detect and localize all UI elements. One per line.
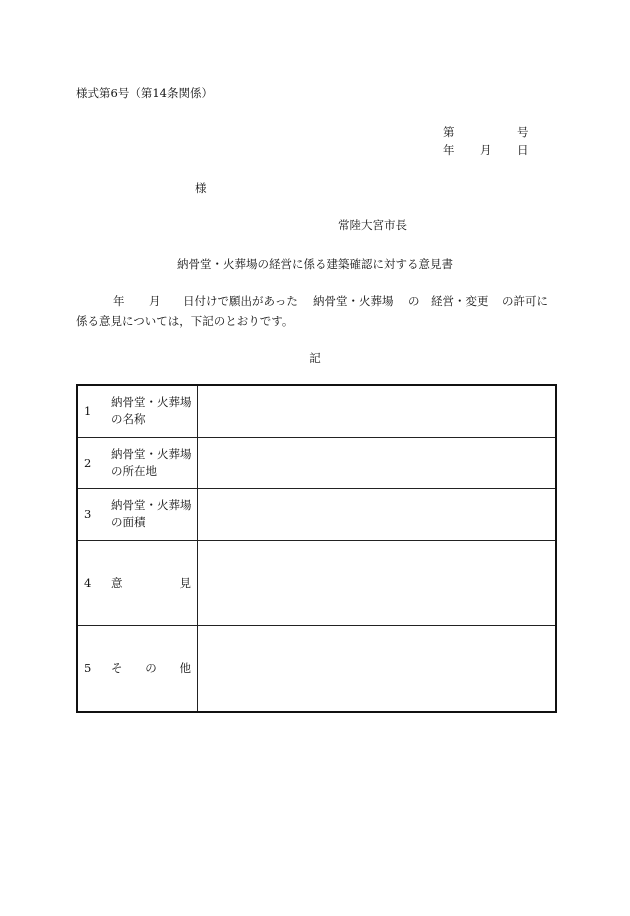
table-row [77,540,556,625]
body-action: 経営・変更 [431,294,489,308]
row-label-line2: の所在地 [111,463,157,478]
row-label-cell [77,488,198,540]
row-label [111,446,192,480]
ki-heading: 記 [309,351,321,365]
body-text-a: 日付けで願出があった [183,294,298,308]
issuer: 常陸大宮市長 [338,218,407,232]
row-label-cell [77,540,198,625]
other-field[interactable] [198,625,557,712]
row-label [111,660,191,676]
row-label-char: 他 [179,661,191,676]
body-year: 年 [113,294,125,308]
row-label [111,394,192,428]
body-no: の [408,294,420,308]
row-label-cell [77,625,198,712]
row-label-char: そ [111,661,123,676]
number-suffix: 号 [517,125,529,139]
table-row [77,488,556,540]
row-number: 2 [84,455,92,470]
row-label-char: の [145,661,157,676]
body-line-2: 係る意見については，下記のとおりです。 [76,314,294,328]
row-number: 4 [84,575,92,590]
table-row [77,625,556,712]
row-label-cell [77,385,198,437]
date-year: 年 [443,143,455,157]
row-number: 5 [84,661,92,676]
number-prefix: 第 [443,125,455,139]
addressee: 様 [195,181,207,195]
opinion-field[interactable] [198,540,557,625]
row-label [111,497,192,531]
body-text-b: の許可に [502,294,548,308]
table-row [77,385,556,437]
row-number: 1 [84,404,92,419]
row-label-line1: 納骨堂・火葬場 [111,498,192,512]
table-row [77,437,556,488]
row-label [111,575,191,591]
facility-location-field[interactable] [198,437,557,488]
facility-name-field[interactable] [198,385,557,437]
row-label-line2: の名称 [111,412,146,427]
date-day: 日 [517,143,529,157]
row-number: 3 [84,507,92,521]
row-label-line1: 納骨堂・火葬場 [111,446,192,461]
body-month: 月 [149,294,161,308]
row-label-cell [77,437,198,488]
row-label-line1: 納骨堂・火葬場 [111,395,192,410]
row-label-line2: の面積 [111,515,146,529]
opinion-table [76,384,557,713]
facility-area-field[interactable] [198,488,557,540]
date-month: 月 [480,143,492,157]
body-facility: 納骨堂・火葬場 [313,294,394,308]
document-title: 納骨堂・火葬場の経営に係る建築確認に対する意見書 [177,257,453,271]
row-label-char: 意 [111,575,123,590]
row-label-char: 見 [179,575,191,590]
form-number: 様式第6号（第14条関係） [76,86,213,100]
